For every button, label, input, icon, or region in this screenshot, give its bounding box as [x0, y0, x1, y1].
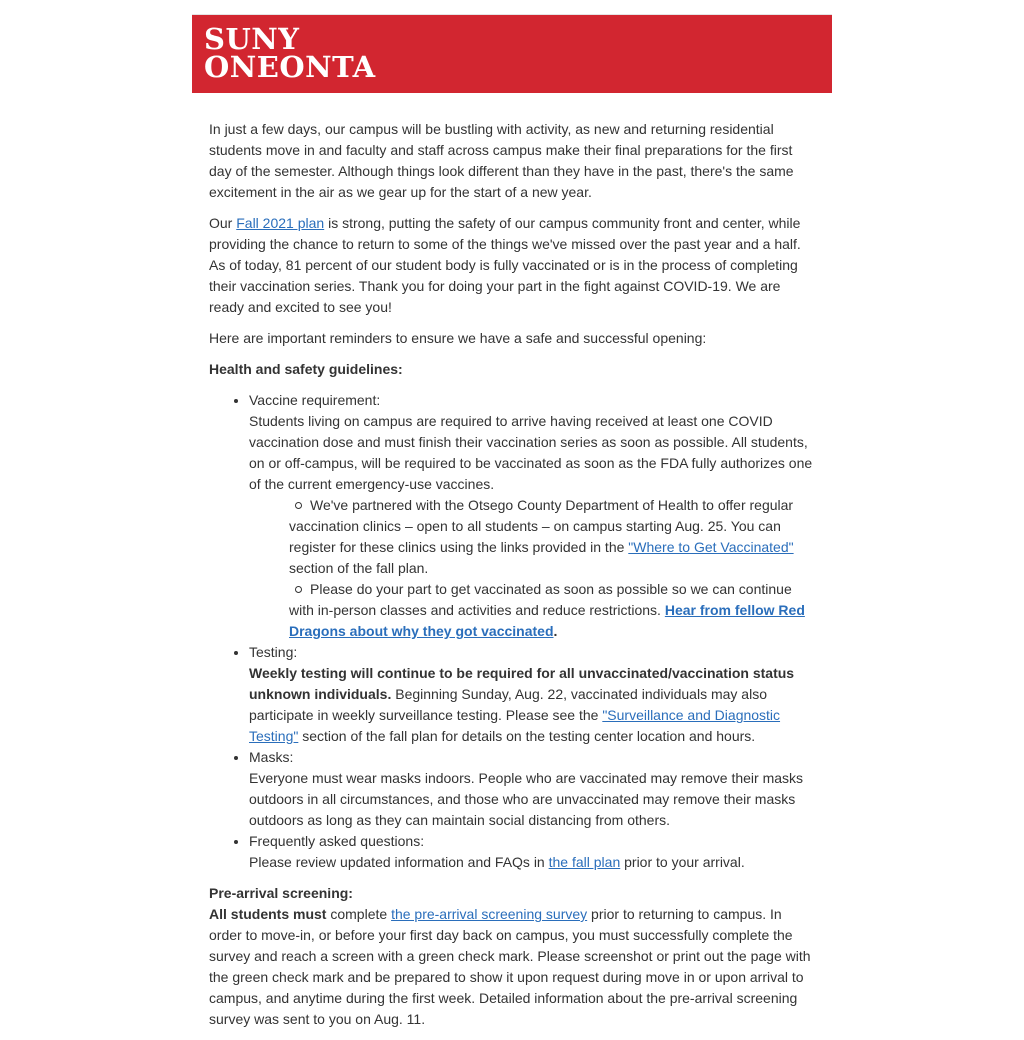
circle-bullet-icon	[295, 502, 302, 509]
prearrival-text-after: prior to returning to campus. In order to move-in, or before your first day back on campus, you must successfully complete the survey and reach a screen with a green check mark. Please screenshot or print out the page with the green check mark and be prepared to show it upon request during move in or upon arrival to campus, and anytime during the first week. Detailed information about the pre-arrival screening survey was sent to you on Aug. 11.	[209, 906, 811, 1027]
vaccine-label: Vaccine requirement:	[249, 392, 381, 408]
reminders-paragraph: Here are important reminders to ensure we have a safe and successful opening:	[209, 330, 707, 346]
clinics-text-after: section of the fall plan.	[289, 560, 429, 576]
email-body	[209, 119, 818, 1040]
prearrival-bold: All students must	[209, 906, 327, 922]
vaccine-text: Students living on campus are required to arrive having received at least one COVID vaccination dose and must finish their vaccination series as soon as possible. All students, on or off-campus, will be required to be vaccinated as soon as the FDA fully authorizes one of the current emergency-use vaccines.	[249, 413, 813, 492]
intro-paragraph: In just a few days, our campus will be bustling with activity, as new and returning residential students move in and faculty and staff across campus make their final preparations for the first day of the semester. Although things look different than they have in the past, there's the same excitement in the air as we gear up for the start of a new year.	[209, 121, 794, 200]
health-guidelines-list	[209, 390, 818, 873]
surveillance-testing-link[interactable]: "Surveillance and Diagnostic Testing"	[249, 707, 781, 744]
faq-text-after: prior to your arrival.	[620, 854, 745, 870]
vaccine-sublist	[249, 495, 818, 642]
clinics-text-before: We've partnered with the Otsego County Department of Health to offer regular vaccination clinics – open to all students – on campus starting Aug. 25. You can register for these clinics using the links provided in the	[289, 497, 794, 555]
prearrival-paragraph	[209, 883, 818, 1030]
health-section-title: Health and safety guidelines:	[209, 361, 403, 377]
list-item-vaccine	[249, 390, 818, 642]
header-banner	[192, 15, 832, 93]
testing-bold-text: Weekly testing will continue to be required for all unvaccinated/vaccination status unknown individuals.	[249, 665, 795, 702]
get-vaccinated-text: Please do your part to get vaccinated as soon as possible so we can continue with in-person classes and activities and reduce restrictions.	[289, 581, 792, 618]
testing-label: Testing:	[249, 644, 298, 660]
red-dragons-vaccinated-link[interactable]: Hear from fellow Red Dragons about why they got vaccinated	[289, 602, 805, 639]
masks-text: Everyone must wear masks indoors. People who are vaccinated may remove their masks outdoors in all circumstances, and those who are unvaccinated may remove their masks outdoors as long as they can maintain social distancing from others.	[249, 770, 804, 828]
list-item-testing	[249, 642, 818, 747]
list-item-get-vaccinated	[289, 579, 818, 642]
fall-plan-link[interactable]: the fall plan	[548, 854, 621, 870]
get-vaccinated-period: .	[553, 623, 558, 639]
testing-text-before: Beginning Sunday, Aug. 22, vaccinated individuals may also participate in weekly surveillance testing. Please see the	[249, 686, 767, 723]
masks-label: Masks:	[249, 749, 294, 765]
suny-oneonta-logo[interactable]	[204, 22, 376, 84]
list-item-masks	[249, 747, 818, 831]
where-to-get-vaccinated-link[interactable]: "Where to Get Vaccinated"	[628, 539, 794, 555]
plan-text-before: Our	[209, 215, 237, 231]
prearrival-title: Pre-arrival screening:	[209, 885, 353, 901]
list-item-faq	[249, 831, 818, 873]
plan-paragraph	[209, 213, 818, 318]
testing-text-after: section of the fall plan for details on the testing center location and hours.	[298, 728, 756, 744]
prearrival-survey-link[interactable]: the pre-arrival screening survey	[391, 906, 588, 922]
plan-text-after: is strong, putting the safety of our campus community front and center, while providing the chance to return to some of the things we've missed over the past year and a half. As of today, 81 percent of our student body is fully vaccinated or is in the process of completing their vaccination series. Thank you for doing your part in the fight against COVID-19. We are ready and excited to see you!	[209, 215, 801, 315]
logo-line-2: ONEONTA	[204, 50, 376, 84]
prearrival-text-before: complete	[326, 906, 392, 922]
circle-bullet-icon	[295, 586, 302, 593]
faq-text-before: Please review updated information and FAQs in	[249, 854, 549, 870]
logo-line-1: SUNY	[204, 22, 300, 56]
list-item-clinics	[289, 495, 818, 579]
fall-2021-plan-link[interactable]: Fall 2021 plan	[236, 215, 325, 231]
faq-label: Frequently asked questions:	[249, 833, 425, 849]
